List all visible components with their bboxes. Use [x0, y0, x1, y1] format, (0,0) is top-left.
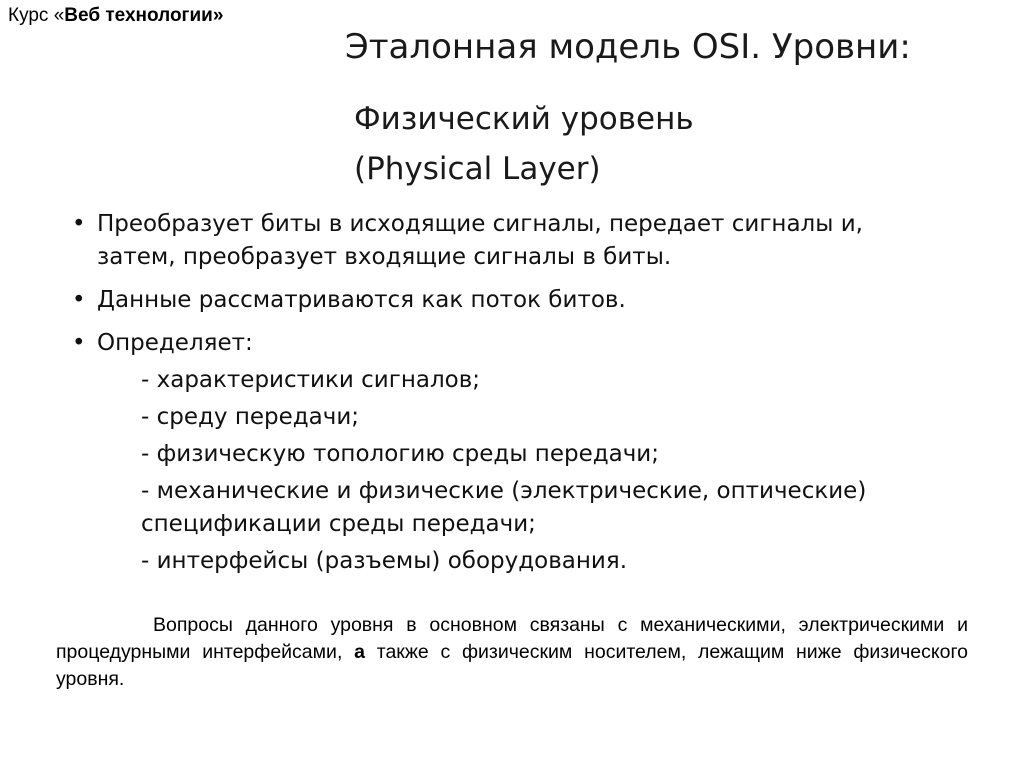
bullet-text-line: Преобразует биты в исходящие сигналы, передает сигналы и, [97, 211, 863, 237]
bullet-text-line: Данные рассматриваются как поток битов. [97, 287, 626, 313]
sub-item [97, 438, 952, 471]
bullet-item [72, 327, 952, 578]
bullet-text-line: Определяет: [97, 330, 253, 356]
bullet-marker: • [72, 330, 86, 356]
slide-title: Эталонная модель OSI. Уровни: [345, 27, 911, 67]
note-bold-word: а [354, 641, 365, 663]
subtitle-line-2: (Physical Layer) [354, 151, 601, 187]
course-prefix: Курс « [8, 5, 65, 26]
bullet-marker: • [72, 287, 86, 313]
bullet-item [72, 208, 952, 274]
sub-item-text: - характеристики сигналов; [141, 367, 481, 393]
sub-item [97, 475, 952, 508]
course-label [8, 4, 223, 28]
bullet-text-line: затем, преобразует входящие сигналы в биты. [97, 244, 672, 270]
sub-item-text: - интерфейсы (разъемы) оборудования. [141, 548, 628, 574]
note-text-part-2: также с физическим носителем, лежащим ниже физического уровня. [56, 641, 968, 690]
bullet-item [72, 284, 952, 317]
slide-subtitle [354, 94, 694, 194]
sub-item-text: спецификации среды передачи; [141, 511, 536, 537]
sub-item-continuation [97, 508, 952, 541]
footnote-paragraph [56, 612, 968, 693]
bullet-list [72, 208, 952, 588]
sub-item [97, 545, 952, 578]
sub-item-text: - среду передачи; [141, 404, 360, 430]
bullet-marker: • [72, 211, 86, 237]
sub-item-text: - физическую топологию среды передачи; [141, 441, 660, 467]
sub-item [97, 364, 952, 397]
note-text-part-1: Вопросы данного уровня в основном связаны с механическими, электрическими и процедурными интерфейсами, [56, 614, 968, 663]
sub-item [97, 401, 952, 434]
course-name: Веб технологии» [64, 5, 224, 26]
sub-item-text: - механические и физические (электрические, оптические) [141, 478, 867, 504]
subtitle-line-1: Физический уровень [354, 101, 694, 137]
